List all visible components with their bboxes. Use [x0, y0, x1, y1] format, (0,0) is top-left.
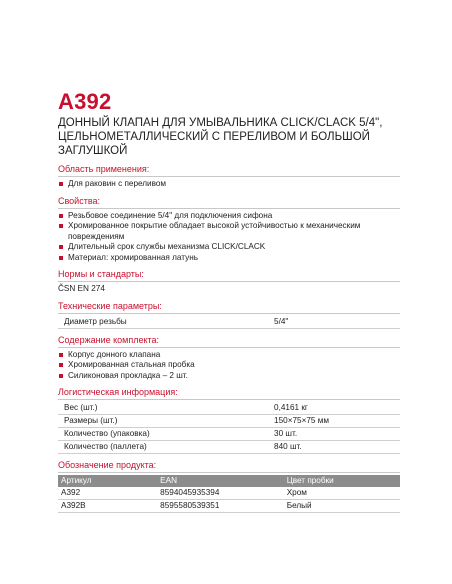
table-row: [58, 441, 400, 454]
application-heading: Область применения:: [58, 164, 400, 177]
technical-heading: Технические параметры:: [58, 301, 400, 314]
table-row: [58, 402, 400, 415]
property-item: Материал: хромированная латунь: [58, 253, 400, 264]
designation-heading: Обозначение продукта:: [58, 460, 400, 473]
standards-heading: Нормы и стандарты:: [58, 269, 400, 282]
logistics-value: 150×75×75 мм: [270, 415, 400, 428]
logistics-value: 840 шт.: [270, 441, 400, 454]
table-row: [58, 316, 400, 329]
contents-item: Хромированная стальная пробка: [58, 360, 400, 371]
product-code: A392: [58, 89, 112, 114]
logistics-label: Размеры (шт.): [58, 415, 270, 428]
ean-cell: 8594045935394: [157, 487, 284, 500]
table-row: [58, 500, 400, 513]
designation-table: [58, 475, 400, 513]
article-cell: A392B: [58, 500, 157, 513]
standards-value: ČSN EN 274: [58, 284, 105, 293]
color-cell: Хром: [284, 487, 400, 500]
column-header-color: Цвет пробки: [284, 475, 400, 487]
product-sheet: [58, 90, 400, 513]
param-value: 5/4": [270, 316, 400, 329]
designation-section: [58, 460, 400, 513]
logistics-value: 30 шт.: [270, 428, 400, 441]
table-row: [58, 415, 400, 428]
contents-section: [58, 335, 400, 382]
property-item: Длительный срок службы механизма CLICK/CLACK: [58, 242, 400, 253]
product-title: ДОННЫЙ КЛАПАН ДЛЯ УМЫВАЛЬНИКА CLICK/CLACK 5/4", ЦЕЛЬНОМЕТАЛЛИЧЕСКИЙ С ПЕРЕЛИВОМ И БОЛЬШОЙ ЗАГЛУШКОЙ: [58, 117, 383, 157]
ean-cell: 8595580539351: [157, 500, 284, 513]
table-row: [58, 487, 400, 500]
table-row: [58, 428, 400, 441]
logistics-label: Количество (упаковка): [58, 428, 270, 441]
logistics-value: 0,4161 кг: [270, 402, 400, 415]
contents-heading: Содержание комплекта:: [58, 335, 400, 348]
column-header-article: Артикул: [58, 475, 157, 487]
technical-section: [58, 301, 400, 329]
technical-table: [58, 316, 400, 329]
table-header-row: [58, 475, 400, 487]
column-header-ean: EAN: [157, 475, 284, 487]
standards-section: [58, 269, 400, 295]
property-item: Хромированное покрытие обладает высокой устойчивостью к механическим повреждениям: [58, 221, 400, 242]
color-cell: Белый: [284, 500, 400, 513]
logistics-label: Количество (паллета): [58, 441, 270, 454]
application-section: [58, 164, 400, 190]
contents-item: Силиконовая прокладка – 2 шт.: [58, 371, 400, 382]
contents-item: Корпус донного клапана: [58, 350, 400, 361]
param-label: Диаметр резьбы: [58, 316, 270, 329]
logistics-table: [58, 402, 400, 454]
property-item: Резьбовое соединение 5/4" для подключения сифона: [58, 211, 400, 222]
article-cell: A392: [58, 487, 157, 500]
properties-section: [58, 196, 400, 264]
logistics-section: [58, 387, 400, 454]
logistics-heading: Логистическая информация:: [58, 387, 400, 400]
logistics-label: Вес (шт.): [58, 402, 270, 415]
application-item: Для раковин с переливом: [58, 179, 400, 190]
properties-heading: Свойства:: [58, 196, 400, 209]
